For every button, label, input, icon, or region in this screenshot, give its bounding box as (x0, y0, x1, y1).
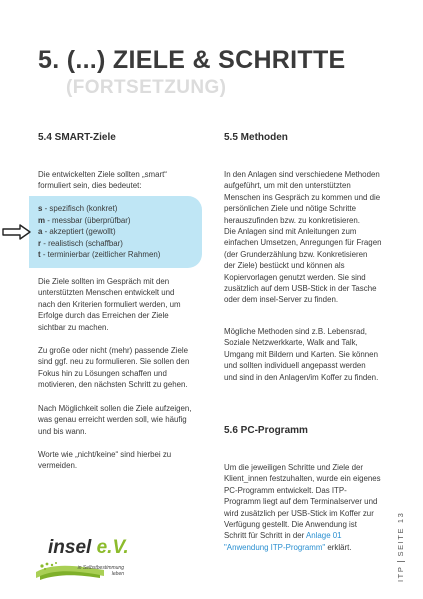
footer-separator (397, 561, 405, 562)
annex-01-link[interactable]: Anlage 01 (306, 531, 342, 541)
page-number: SEITE 13 (396, 511, 405, 557)
smart-paragraph-2: Zu große oder nicht (mehr) passende Ziele sind ggf. neu zu formulieren. Sie sollen den Fokus hin zu Lösungen schaffen und motivieren, den nächsten Schritt zu gehen. (38, 346, 190, 390)
smart-item: t - terminierbar (zeitlicher Rahmen) (38, 250, 161, 260)
page-footer-vertical (396, 512, 405, 582)
section-heading-pc-program: 5.6 PC-Programm (224, 425, 308, 436)
methods-paragraph-1: In den Anlagen sind verschiedene Methoden aufgeführt, um mit den unterstützten Menschen ins Gespräch zu kommen und die persönlichen Ziele und nötige Schritte herauszufinden bzw. zu konkretisieren. Die Anlagen sind mit Anleitungen zum einfachen Umsetzen, Anregungen für Fragen (der Grunderzählung bzw. Konkretisieren der Ziele) bestückt und können als Kopiervorlagen genutzt werden. Sie sind zusätzlich auf dem USB-Stick in der Tasche oder dem insel-Server zu finden. (224, 170, 382, 305)
smart-paragraph-1: Die Ziele sollten im Gespräch mit den unterstützten Menschen entwickelt und nach den Kriterien formuliert werden, um Erfolge durch das Erreichen der Ziele sichtbar zu machen. (38, 277, 181, 332)
annex-01-title-link[interactable]: "Anwendung ITP-Programm" (224, 542, 326, 552)
methods-paragraph-2: Mögliche Methoden sind z.B. Lebensrad, Soziale Netzwerkkarte, Walk and Talk, Umgang mit Bildern und Karten. Sie können und sollten individuell angepasst werden und sind in den Anlagen/im Koffer zu finden. (224, 327, 379, 382)
smart-paragraph-4: Worte wie „nicht/keine“ sind hierbei zu vermeiden. (38, 450, 172, 471)
smart-item: s - spezifisch (konkret) (38, 204, 118, 213)
page-subtitle: (FORTSETZUNG) (66, 77, 227, 98)
smart-criteria-list (38, 203, 160, 261)
smart-item: m - messbar (überprüfbar) (38, 215, 131, 225)
smart-intro: Die entwickelten Ziele sollten „smart“ formuliert sein, dies bedeutet: (38, 170, 167, 191)
arrow-right-icon (2, 224, 32, 240)
logo-wordmark: insel e.V. (48, 537, 129, 558)
smart-paragraph-3: Nach Möglichkeit sollen die Ziele aufzeigen, was genau erreicht werden soll, wie häufig und bis wann. (38, 404, 192, 436)
smart-item: a - akzeptiert (gewollt) (38, 227, 116, 237)
pc-program-paragraph: Um die jeweiligen Schritte und Ziele der Klient_innen festzuhalten, wurde ein eigenes PC-Programm entwickelt. Das ITP- Programm liegt auf dem Terminalserver und wird zusätzlich per USB-Stick im Koffer zur Verfügung gestellt. Die Anwendung ist Schritt für Schritt in der Anlage 01 "Anwendung ITP-Programm" erklärt. (224, 463, 381, 552)
document-label: ITP (396, 565, 405, 582)
logo-tagline: in Selbstbestimmung leben (77, 565, 124, 577)
section-heading-smart: 5.4 SMART-Ziele (38, 132, 116, 143)
smart-item: r - realistisch (schaffbar) (38, 238, 123, 248)
page-title: 5. (...) ZIELE & SCHRITTE (38, 46, 346, 74)
section-heading-methods: 5.5 Methoden (224, 132, 288, 143)
